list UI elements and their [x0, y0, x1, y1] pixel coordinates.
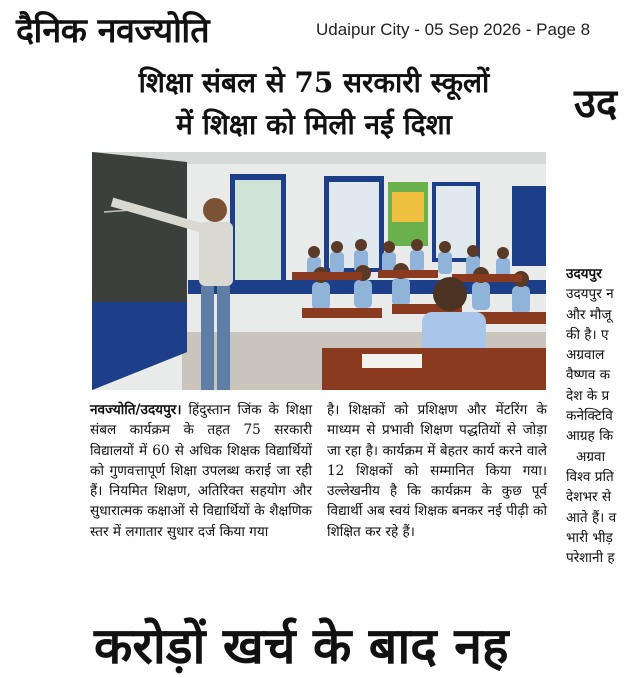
- headline-line-2: में शिक्षा को मिली नई दिशा: [176, 108, 452, 141]
- newspaper-masthead: दैनिक नवज्योति: [16, 11, 210, 51]
- side-line: अग्रवा: [576, 448, 606, 465]
- byline: नवज्योति/उदयपुर।: [90, 402, 182, 418]
- article-text-col1: हिंदुस्तान जिंक के शिक्षा संबल कार्यक्रम के तहत 75 सरकारी विद्यालयों में 60 से अधिक शिक्षक विद्यार्थियों को गुणवत्तापूर्ण शिक्षा उपलब्ध कराई जा रही हैं। नियमित शिक्षण, अतिरिक्त सहयोग और सुधारात्मक कक्षाओं से विद्यार्थियों के शैक्षणिक स्तर में लगातार सुधार दर्ज किया गया: [90, 402, 312, 540]
- side-line: अग्रवाल: [566, 347, 605, 364]
- side-line: देशभर से: [566, 489, 612, 506]
- headline-line-1: शिक्षा संबल से 75 सरकारी स्कूलों: [138, 66, 490, 99]
- classroom-photo: [92, 152, 546, 390]
- side-line: आग्रह कि: [566, 428, 614, 445]
- adjacent-article-column: [566, 264, 625, 568]
- side-line: आते हैं। व: [566, 509, 617, 526]
- side-line: और मौजू: [566, 306, 612, 323]
- side-line: की है। ए: [566, 326, 609, 343]
- article-column-2: है। शिक्षकों को प्रशिक्षण और मेंटरिंग के माध्यम से प्रभावी शिक्षण पद्धतियों से जोड़ा जा रहा है। कार्यक्रम में बेहतर कार्य करने वाले 12 शिक्षकों को सम्मानित किया गया। उल्लेखनीय है कि कार्यक्रम के कुछ पूर्व विद्यार्थी अब स्वयं शिक्षक बनकर नई पीढ़ी को शिक्षित कर रहे हैं।: [327, 402, 547, 540]
- side-line: कनेक्टिवि: [566, 408, 613, 425]
- side-line: भारी भीड़: [566, 529, 613, 546]
- side-line: वैष्णव क: [566, 367, 611, 384]
- side-line: विश्व प्रति: [566, 468, 614, 485]
- adjacent-article-headline: उद: [574, 80, 618, 127]
- article-column-1: [90, 400, 312, 542]
- side-line: परेशानी ह: [566, 550, 615, 567]
- side-line: उदयपुर न: [566, 286, 614, 303]
- next-article-headline: करोड़ों खर्च के बाद नह: [94, 616, 509, 675]
- dateline: Udaipur City - 05 Sep 2026 - Page 8: [316, 20, 591, 39]
- side-line: उदयपुर: [566, 266, 602, 282]
- side-line: देश के प्र: [566, 387, 610, 404]
- article-headline: [84, 62, 544, 146]
